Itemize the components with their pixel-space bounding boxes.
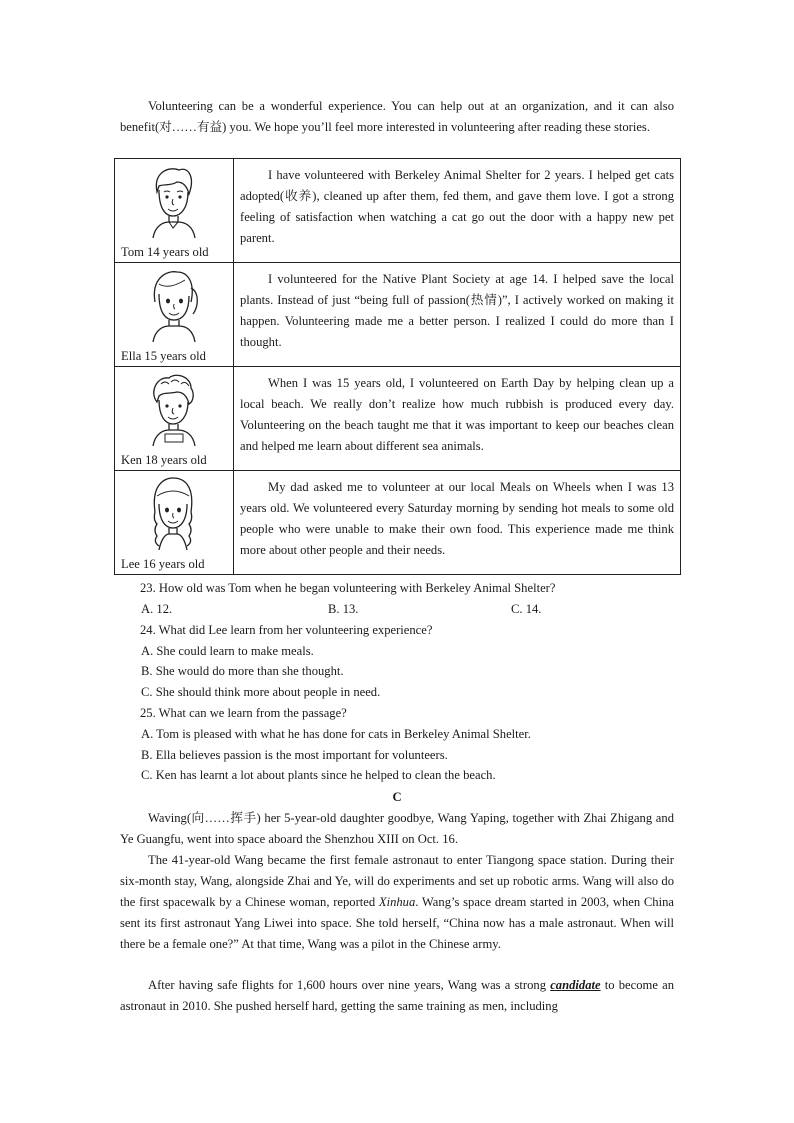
story-text: When I was 15 years old, I volunteered on Earth Day by helping clean up a local beach. We really don’t realize how much rubbish is produced every day. Volunteering on the beach taught me that it was important to keep our beaches clean and helped me learn about different sea animals. xyxy=(240,376,674,453)
answer-option: C. She should think more about people in need. xyxy=(141,685,381,699)
story-text-cell xyxy=(234,367,681,471)
story-caption: Lee 16 years old xyxy=(121,557,205,571)
portrait-cell xyxy=(115,367,234,471)
passage-text: . Wang’s space dream started in 2003, when China sent its first astronaut Yang Liwei into space. She told herself, “China now has a male astronaut. When will there be a female one?” At that time, Wang was a pilot in the Chinese army. xyxy=(120,895,674,951)
story-text-cell xyxy=(234,159,681,263)
girl-braids-portrait-icon xyxy=(143,476,203,550)
passage-paragraph xyxy=(120,975,674,1017)
story-row-ken xyxy=(115,367,681,471)
keyword-candidate: candidate xyxy=(550,978,601,992)
story-caption: Tom 14 years old xyxy=(121,245,209,259)
answer-option: B. 13. xyxy=(328,602,359,616)
portrait-cell xyxy=(115,471,234,575)
answer-option: B. She would do more than she thought. xyxy=(141,664,344,678)
answer-option: A. Tom is pleased with what he has done for cats in Berkeley Animal Shelter. xyxy=(141,727,531,741)
answer-option: B. Ella believes passion is the most important for volunteers. xyxy=(141,748,448,762)
news-source: Xinhua xyxy=(378,895,416,909)
passage-text: After having safe flights for 1,600 hours over nine years, Wang was a strong xyxy=(148,978,551,992)
story-text: My dad asked me to volunteer at our local Meals on Wheels when I was 13 years old. We volunteered every Saturday morning by sending hot meals to some old people who were unable to make their own food. This experience made me think more about other people and their needs. xyxy=(240,480,674,557)
story-caption: Ella 15 years old xyxy=(121,349,206,363)
girl-ponytail-portrait-icon xyxy=(143,268,203,342)
question-stem: 23. How old was Tom when he began volunteering with Berkeley Animal Shelter? xyxy=(140,581,556,595)
question-stem: 24. What did Lee learn from her volunteering experience? xyxy=(140,623,433,637)
question-stem: 25. What can we learn from the passage? xyxy=(140,706,347,720)
story-text-cell xyxy=(234,471,681,575)
story-text-cell xyxy=(234,263,681,367)
boy-curly-portrait-icon xyxy=(143,372,203,446)
passage-text: The 41-year-old Wang became the first female astronaut to enter Tiangong space station. During their six-month stay, Wang, alongside Zhai and Ye, will do experiments and set up robotic arms. Wang will also do the first spacewalk by a Chinese woman, reported xyxy=(120,853,674,909)
answer-option: C. Ken has learnt a lot about plants since he helped to clean the beach. xyxy=(141,768,496,782)
answer-option: C. 14. xyxy=(511,602,542,616)
story-text: I have volunteered with Berkeley Animal Shelter for 2 years. I helped get cats adopted(收养), cleaned up after them, fed them, and gave them love. I got a strong feeling of satisfaction when watching a cat go out the door with a happy new pet parent. xyxy=(240,168,674,245)
answer-option: A. 12. xyxy=(141,602,173,616)
answer-option: A. She could learn to make meals. xyxy=(141,644,314,658)
passage-paragraph xyxy=(120,850,674,955)
stories-table xyxy=(114,158,681,575)
story-text: I volunteered for the Native Plant Society at age 14. I helped save the local plants. Instead of just “being full of passion(热情)”, I actively worked on making it happen. Volunteering made me a better person. I realized I could do more than I thought. xyxy=(240,272,674,349)
story-row-ella xyxy=(115,263,681,367)
intro-paragraph: Volunteering can be a wonderful experience. You can help out at an organization, and it can also benefit(对……有益) you. We hope you’ll feel more interested in volunteering after reading these stories. xyxy=(120,99,674,134)
passage-paragraph: Waving(向……挥手) her 5-year-old daughter goodbye, Wang Yaping, together with Zhai Zhigang and Ye Guangfu, went into space aboard the Shenzhou XIII on Oct. 16. xyxy=(120,811,674,846)
story-row-tom xyxy=(115,159,681,263)
portrait-cell xyxy=(115,159,234,263)
portrait-cell xyxy=(115,263,234,367)
story-row-lee xyxy=(115,471,681,575)
section-heading: C xyxy=(392,790,402,804)
passage-text: to become an astronaut in 2010. She pushed herself hard, getting the same training as men, including xyxy=(120,978,674,1013)
story-caption: Ken 18 years old xyxy=(121,453,207,467)
boy-portrait-icon xyxy=(143,164,203,238)
